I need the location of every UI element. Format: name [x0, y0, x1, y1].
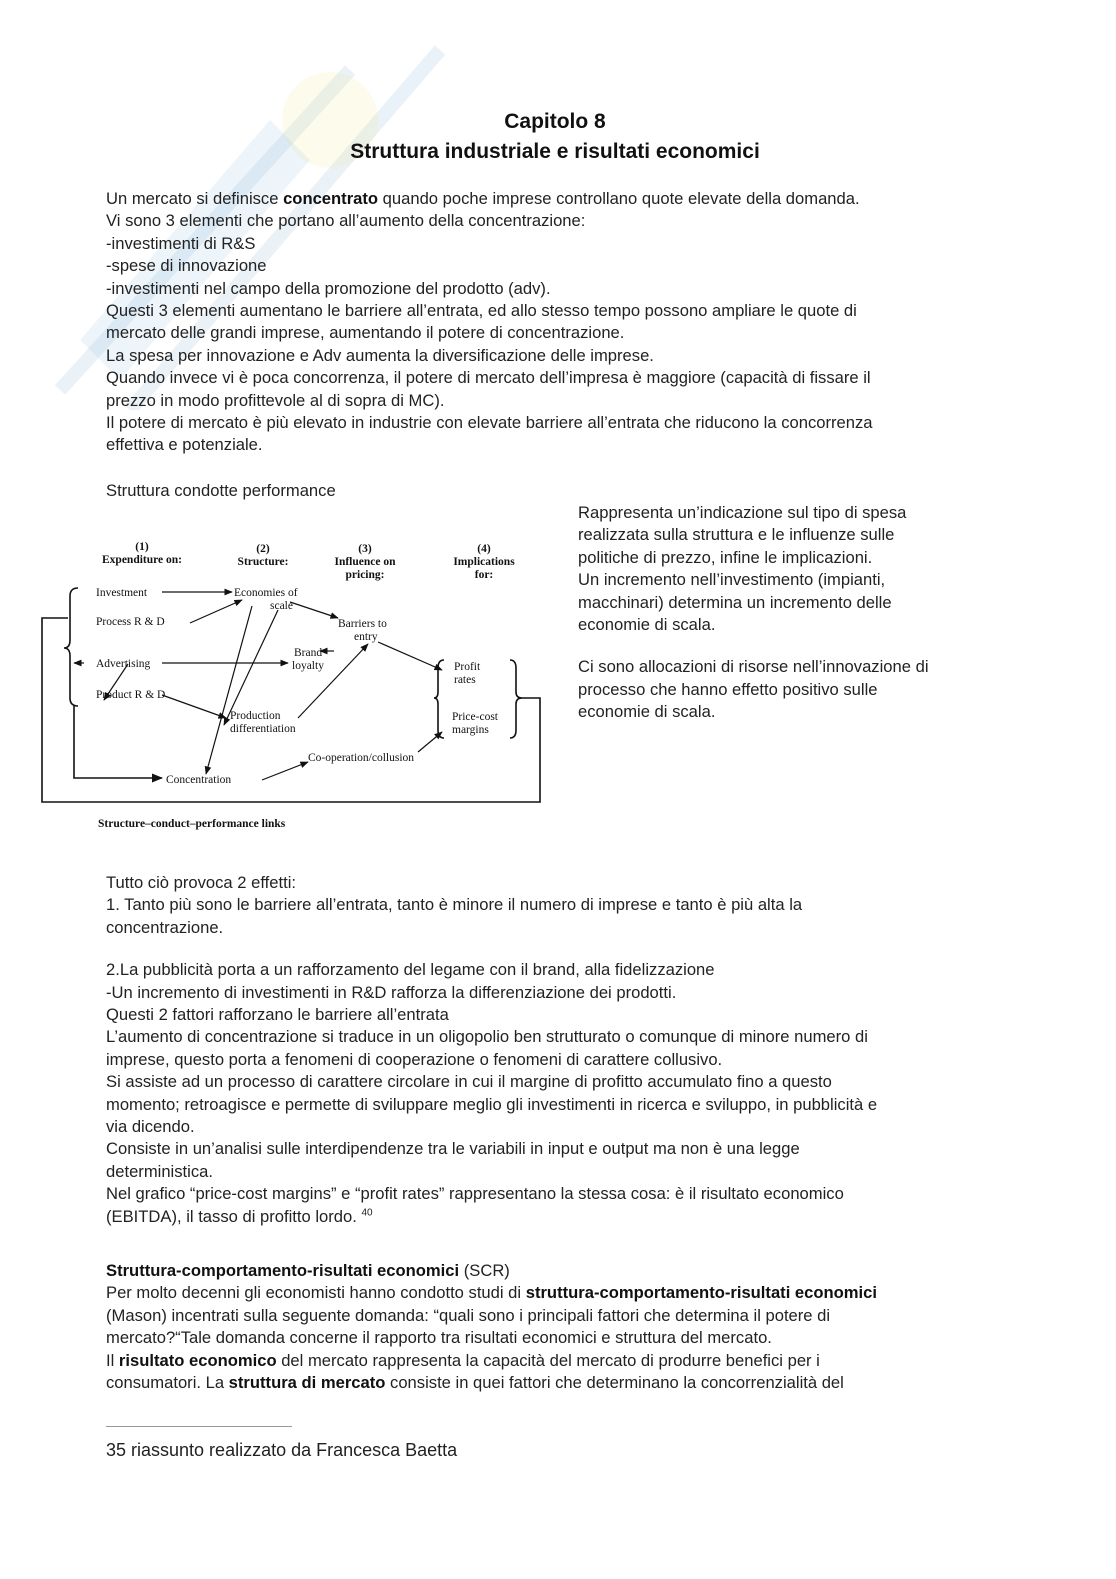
- node-product-differentiation: Production: [230, 710, 281, 722]
- intro-paragraph: Un mercato si definisce concentrato quando poche imprese controllano quote elevate della domanda. Vi sono 3 elementi che portano all’aumento della concentrazione: -investimenti di R&S -spese di innovazione -investimenti nel campo della promozione del prodotto (adv). Questi 3 elementi aumentano le barriere all’entrata, ed allo stesso tempo possono ampliare le quote di mercato delle grandi imprese, aumentando il potere di concentrazione. La spesa per innovazione e Adv aumenta la diversificazione delle imprese. Quando invece vi è poca concorrenza, il potere di mercato dell’impresa è maggiore (capacità di fissare il prezzo in modo profittevole al di sopra di MC). Il potere di mercato è più elevato in industrie con elevate barriere all’entrata che riducono la concorrenza effettiva e potenziale.: [106, 189, 873, 455]
- footnote: 35 riassunto realizzato da Francesca Baetta: [106, 1440, 458, 1460]
- scr-section: Struttura-comportamento-risultati economici (SCR) Per molto decenni gli economisti hanno condotto studi di struttura-comportamento-risultati economici (Mason) incentrati sulla seguente domanda: “quali sono i principali fattori che determina il potere di mercato?“Tale domanda concerne il rapporto tra risultati economici e struttura del mercato. Il risultato economico del mercato rappresenta la capacità del mercato di produrre benefici per i consumatori. La struttura di mercato consiste in quei fattori che determinano la concorrenzialità del: [106, 1261, 877, 1393]
- col3-title: Influence on: [334, 556, 396, 568]
- node-profit-rates-2: rates: [454, 674, 476, 686]
- node-concentration: Concentration: [166, 774, 232, 786]
- node-investment: Investment: [96, 587, 148, 599]
- scr-heading: Struttura-comportamento-risultati economici: [106, 1261, 460, 1280]
- col4-title-2: for:: [474, 569, 494, 581]
- col3-number: (3): [358, 543, 372, 555]
- scp-label: Struttura condotte performance: [106, 481, 336, 500]
- scp-diagram: [38, 530, 550, 840]
- col4-number: (4): [477, 543, 491, 555]
- node-barriers-to-entry: Barriers to: [338, 618, 387, 630]
- node-economies-of-scale-2: scale: [270, 600, 293, 612]
- effects-paragraph: Tutto ciò provoca 2 effetti: 1. Tanto più sono le barriere all’entrata, tanto è minore il numero di imprese e tanto è più alta la concentrazione. 2.La pubblicità porta a un rafforzamento del legame con il brand, alla fidelizzazione -Un incremento di investimenti in R&D rafforza la differenziazione dei prodotti. Questi 2 fattori rafforzano le barriere all’entrata L’aumento di concentrazione si traduce in un oligopolio ben strutturato o comunque di minore numero di imprese, questo porta a fenomeni di cooperazione o fenomeni di carattere collusivo. Si assiste ad un processo di carattere circolare in cui il margine di profitto accumulato fino a questo momento; retroagisce e permette di sviluppare meglio gli investimenti in ricerca e sviluppo, in pubblicità e via dicendo. Consiste in un’analisi sulle interdipendenze tra le variabili in input e output ma non è una legge deterministica. Nel grafico “price-cost margins” e “profit rates” rappresentano la stessa cosa: è il risultato economico (EBITDA), il tasso di profitto lordo. $^{40}$: [106, 873, 878, 1226]
- footnote-reference: 40: [361, 1207, 373, 1219]
- page-title: Struttura industriale e risultati economici: [350, 140, 760, 163]
- col1-title: Expenditure on:: [102, 554, 182, 566]
- node-price-cost-margins: Price-cost: [452, 711, 498, 723]
- node-advertising: Advertising: [96, 658, 151, 670]
- node-cooperation-collusion: Co-operation/collusion: [308, 752, 415, 764]
- chapter-label: Capitolo 8: [504, 110, 606, 133]
- col4-title: Implications: [453, 556, 515, 568]
- node-product-differentiation-2: differentiation: [230, 723, 296, 735]
- node-process-rd: Process R & D: [96, 616, 165, 628]
- node-profit-rates: Profit: [454, 661, 481, 673]
- node-brand-loyalty-2: loyalty: [292, 660, 324, 672]
- node-barriers-to-entry-2: entry: [354, 631, 378, 643]
- col3-title-2: pricing:: [345, 569, 385, 581]
- node-brand-loyalty: Brand: [294, 647, 323, 659]
- col1-number: (1): [135, 541, 149, 553]
- col2-title: Structure:: [237, 556, 289, 568]
- col2-number: (2): [256, 543, 270, 555]
- footnote-divider: [106, 1426, 292, 1427]
- diagram-explanation: Rappresenta un’indicazione sul tipo di spesa realizzata sulla struttura e le influenze sulle politiche di prezzo, infine le implicazioni. Un incremento nell’investimento (impianti, macchinari) determina un incremento delle economie di scala. Ci sono allocazioni di risorse nell’innovazione di processo che hanno effetto positivo sulle economie di scala.: [578, 503, 929, 722]
- node-price-cost-margins-2: margins: [452, 724, 489, 736]
- node-product-rd: Product R & D: [96, 689, 166, 701]
- diagram-caption: Structure–conduct–performance links: [98, 818, 286, 830]
- node-economies-of-scale: Economies of: [234, 587, 298, 599]
